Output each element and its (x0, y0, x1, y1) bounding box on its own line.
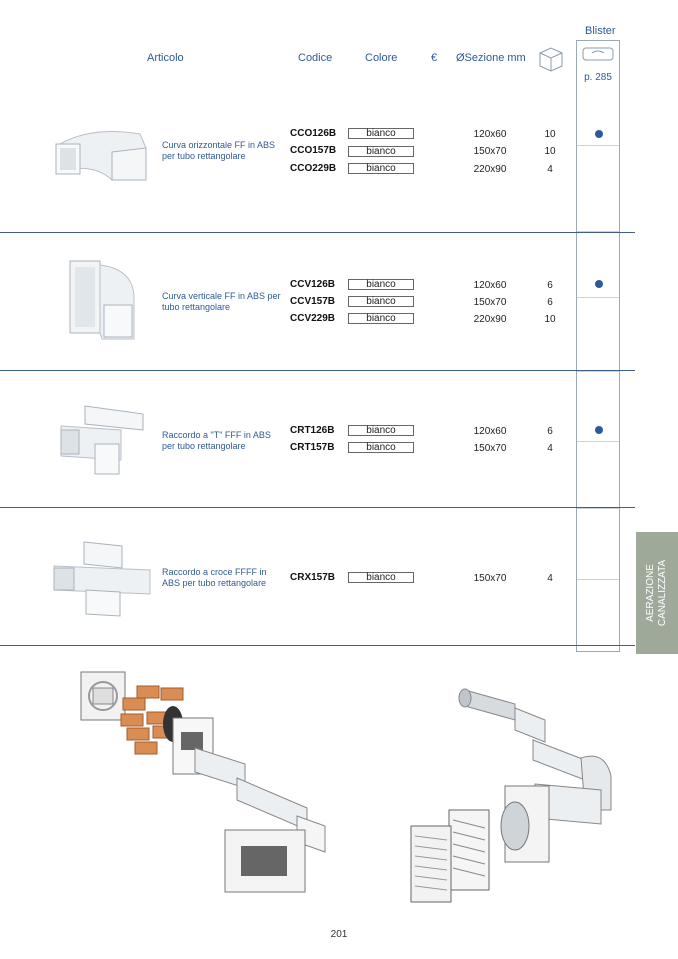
section-tab (636, 532, 678, 654)
color-box: bianco (348, 572, 414, 583)
product-code: CCO229B (290, 163, 337, 174)
color-box: bianco (348, 163, 414, 174)
articolo-header: Articolo (147, 52, 184, 64)
size-value: 150x70 (473, 443, 507, 454)
codice-header: Codice (298, 52, 333, 64)
section-tab-line2: CANALIZZATA (657, 559, 668, 627)
pack-quantity: 10 (544, 146, 556, 157)
product-code: CCV126B (290, 279, 336, 290)
blister-header: Blister (585, 25, 616, 37)
t-fitting-image (55, 400, 151, 480)
blister-dot (595, 426, 603, 434)
color-box: bianco (348, 279, 414, 290)
colore-header: Colore (365, 52, 398, 64)
product-code: CRT157B (290, 442, 335, 453)
installation-illustration-duct (405, 680, 625, 910)
product-code: CRT126B (290, 425, 335, 436)
blister-dot (595, 130, 603, 138)
color-box: bianco (348, 296, 414, 307)
pack-quantity: 4 (547, 164, 553, 175)
color-box: bianco (348, 313, 414, 324)
size-value: 150x70 (473, 573, 507, 584)
size-value: 150x70 (473, 146, 507, 157)
product-description: Raccordo a "T" FFF in ABS per tubo rettangolare (162, 430, 271, 451)
pack-quantity: 6 (547, 297, 553, 308)
size-value: 120x60 (473, 426, 507, 437)
color-box: bianco (348, 128, 414, 139)
blister-page-ref: p. 285 (584, 72, 612, 83)
vertical-bend-image (62, 255, 142, 345)
color-box: bianco (348, 146, 414, 157)
product-description: Curva orizzontale FF in ABS per tubo rettangolare (162, 140, 276, 161)
color-box: bianco (348, 425, 414, 436)
product-description: Raccordo a croce FFFF in ABS per tubo rettangolare (162, 567, 267, 588)
pack-quantity: 6 (547, 426, 553, 437)
product-description: Curva verticale FF in ABS per tubo rettangolare (162, 291, 281, 312)
size-value: 120x60 (473, 280, 507, 291)
pack-quantity: 4 (547, 443, 553, 454)
product-code: CCV229B (290, 313, 336, 324)
section-tab-line1: AERAZIONE (645, 564, 656, 622)
pack-quantity: 10 (544, 314, 556, 325)
size-value: 220x90 (473, 164, 507, 175)
size-value: 120x60 (473, 129, 507, 140)
pack-quantity: 10 (544, 129, 556, 140)
cross-fitting-image (50, 538, 156, 620)
product-code: CCO126B (290, 128, 337, 139)
section-divider (0, 232, 635, 233)
color-box: bianco (348, 442, 414, 453)
product-code: CCV157B (290, 296, 336, 307)
section-divider (0, 507, 635, 508)
page-number: 201 (330, 929, 348, 940)
size-value: 220x90 (473, 314, 507, 325)
horizontal-bend-image (52, 122, 152, 184)
product-code: CRX157B (290, 572, 336, 583)
section-divider (0, 645, 635, 646)
blister-hanger-icon (582, 47, 614, 61)
pack-quantity: 4 (547, 573, 553, 584)
box-icon (537, 45, 565, 73)
euro-header: € (431, 52, 438, 64)
installation-illustration-wall (75, 668, 345, 918)
sezione-header: ØSezione mm (456, 52, 526, 64)
pack-quantity: 6 (547, 280, 553, 291)
blister-dot (595, 280, 603, 288)
size-value: 150x70 (473, 297, 507, 308)
section-divider (0, 370, 635, 371)
product-code: CCO157B (290, 145, 337, 156)
